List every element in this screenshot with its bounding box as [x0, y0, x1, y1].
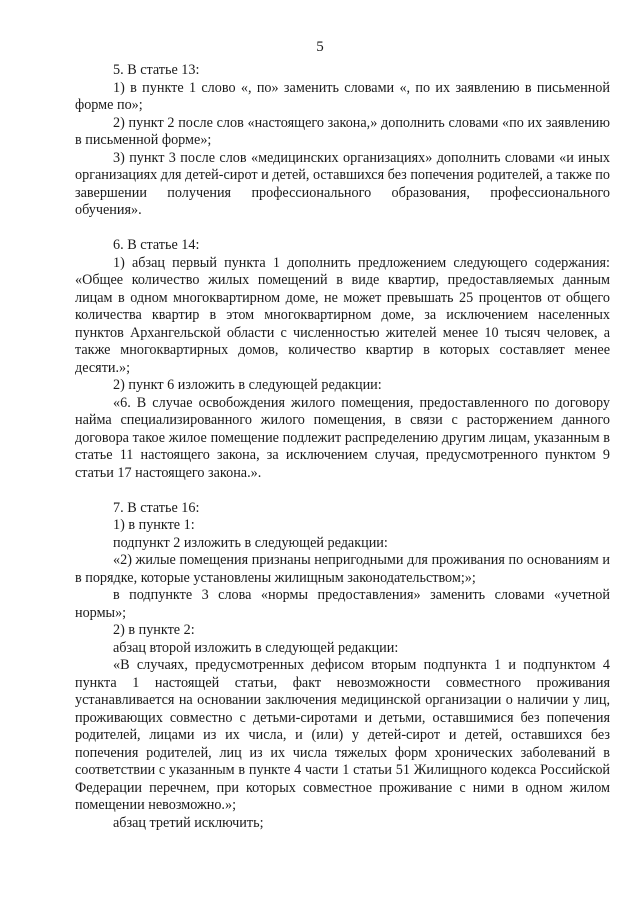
section-heading: 7. В статье 16:: [113, 499, 200, 516]
paragraph: абзац третий исключить;: [113, 814, 264, 831]
paragraph: в подпункте 3 слова «нормы предоставления» заменить словами «учетной нормы»;: [75, 587, 610, 621]
section-heading: 5. В статье 13:: [113, 62, 200, 78]
section-spacer: [75, 482, 610, 500]
paragraph: 1) абзац первый пункта 1 дополнить предложением следующего содержания: «Общее количество жилых помещений в виде квартир, предоставляемых данным лицам в одном многоквартирном доме, не может превышать 25 процентов от общего количества квартир в этом многоквартирном доме, за исключением населенных пунктов Архангельской области с численностью жителей менее 10 тысяч человек, а также многоквартирных домов, количество квартир в которых составляет менее десяти.»;: [75, 254, 610, 376]
paragraph: 3) пункт 3 после слов «медицинских организациях» дополнить словами «и иных организациях для детей-сирот и детей, оставшихся без попечения родителей, а также по завершении получения профессионального образования, профессионального обучения».: [75, 149, 610, 218]
paragraph: 1) в пункте 1:: [113, 517, 195, 533]
paragraph: абзац второй изложить в следующей редакции:: [113, 639, 399, 656]
paragraph: 2) пункт 6 изложить в следующей редакции:: [113, 377, 382, 393]
section-heading: 6. В статье 14:: [113, 237, 200, 253]
paragraph: подпункт 2 изложить в следующей редакции:: [113, 534, 388, 551]
paragraph: 1) в пункте 1 слово «, по» заменить словами «, по их заявлению в письменной форме по»;: [75, 79, 610, 113]
paragraph: 2) пункт 2 после слов «настоящего закона,» дополнить словами «по их заявлению в письменной форме»;: [75, 114, 610, 148]
section-spacer: [75, 220, 610, 238]
paragraph: «В случаях, предусмотренных дефисом вторым подпункта 1 и подпунктом 4 пункта 1 настоящей статьи, факт невозможности совместного проживания устанавливается на основании заключения медицинской организации о наличии у лиц, проживающих совместно с детьми-сиротами и детьми, оставшимися без попечения родителей, лицами из их числа, и (или) у детей-сирот и детей, оставшихся без попечения родителей, лиц из их числа тяжелых форм хронических заболеваний в соответствии с указанным в пункте 4 части 1 статьи 51 Жилищного кодекса Российской Федерации перечнем, при которых совместное проживание с ними в одном жилом помещении невозможно.»;: [75, 657, 610, 813]
paragraph: «2) жилые помещения признаны непригодными для проживания по основаниям и в порядке, которые установлены жилищным законодательством;»;: [75, 552, 610, 586]
paragraph: 2) в пункте 2:: [113, 622, 195, 638]
paragraph: «6. В случае освобождения жилого помещения, предоставленного по договору найма специализированного жилого помещения, в связи с расторжением данного договора такое жилое помещение подлежит распределению другим лицам, указанным в статье 11 настоящего закона, за исключением случая, предусмотренного пунктом 9 статьи 17 настоящего закона.».: [75, 394, 610, 481]
document-body: [75, 62, 610, 832]
page-number: 5: [316, 39, 324, 55]
